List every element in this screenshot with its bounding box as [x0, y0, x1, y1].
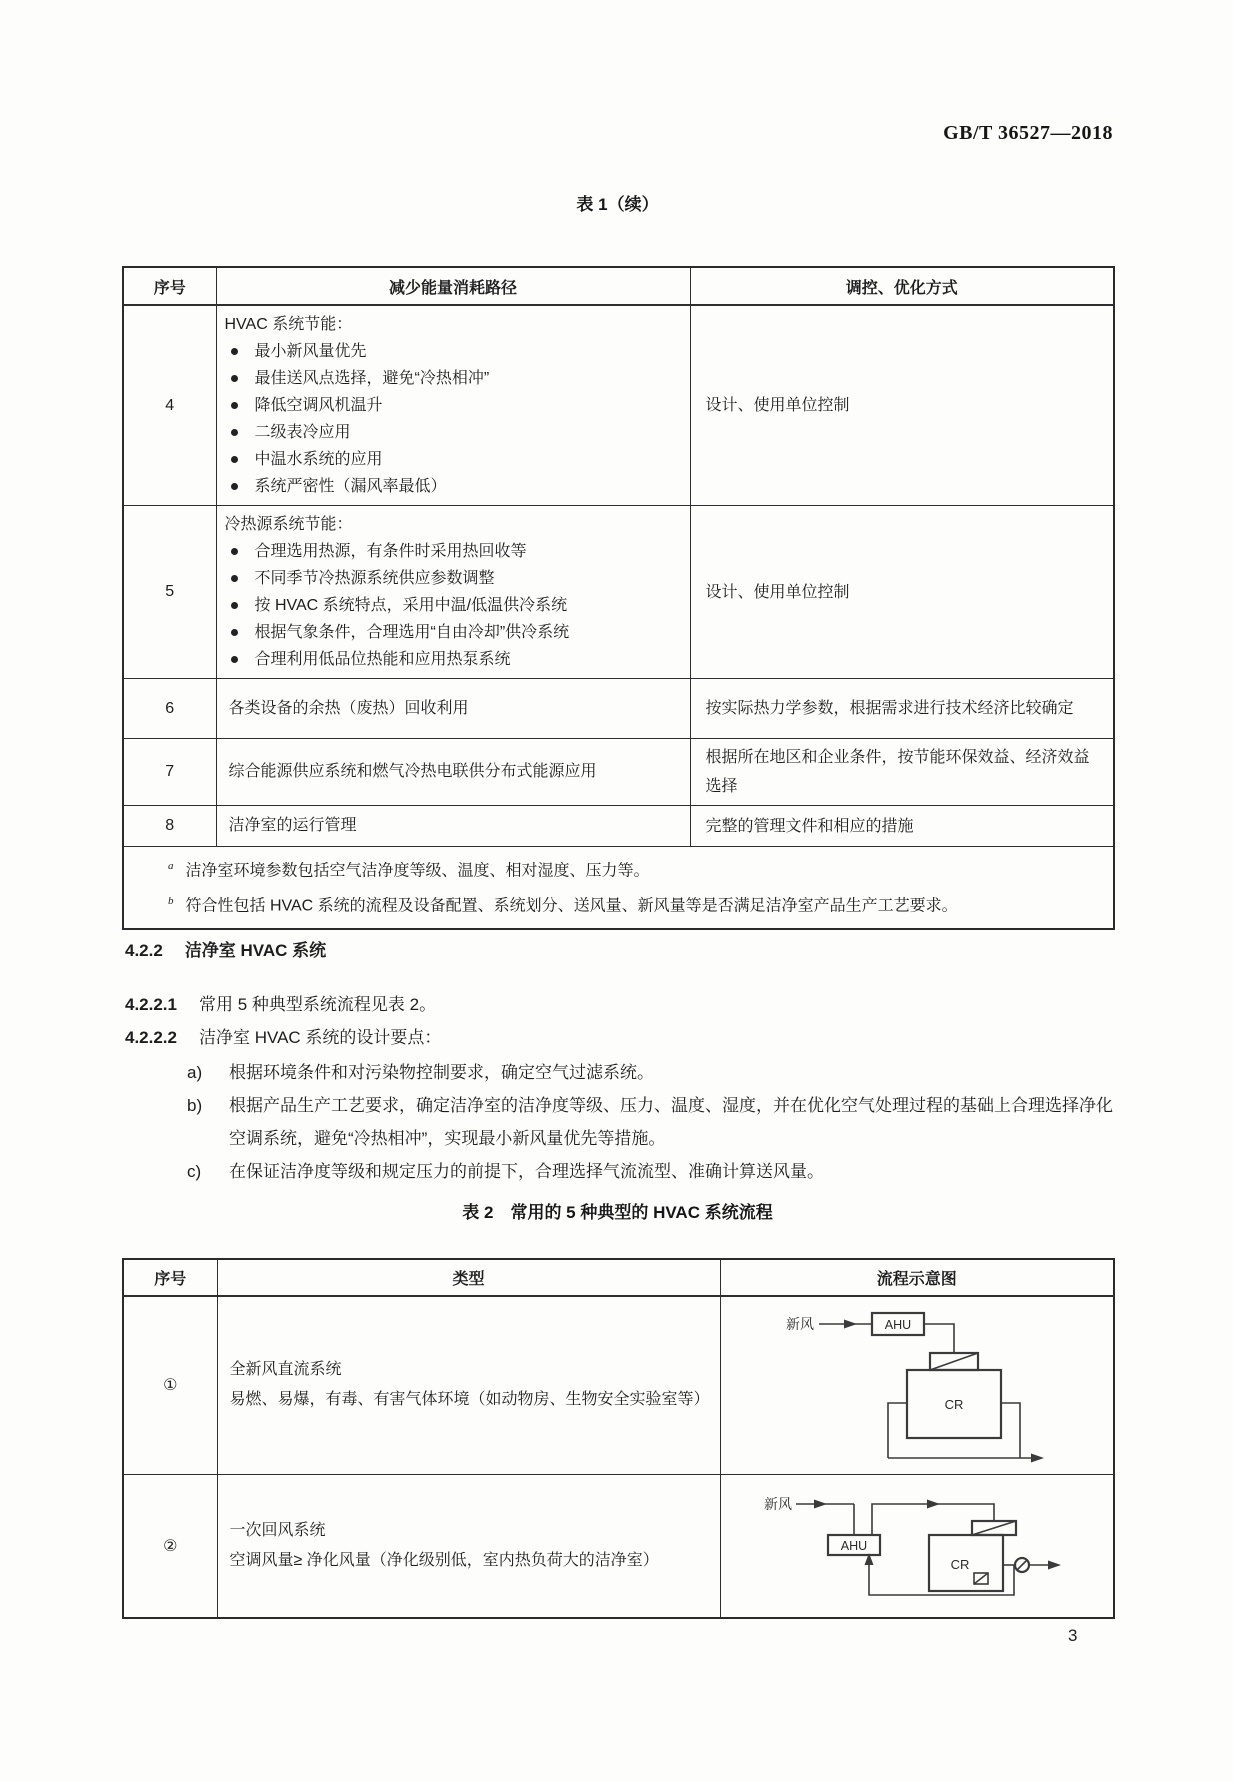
clause-number: 4.2.2 [125, 941, 163, 960]
section-heading-422 [125, 936, 326, 961]
table1-row-7 [123, 739, 1114, 806]
row4-item: 二级表冷应用 [254, 424, 351, 441]
flow-arrow-icon [844, 1320, 857, 1329]
bullet-icon [231, 656, 238, 663]
t2row1-type [217, 1296, 720, 1474]
row8-path: 洁净室的运行管理 [216, 806, 690, 847]
row8-method: 完整的管理文件和相应的措施 [690, 806, 1114, 847]
row4-method: 设计、使用单位控制 [690, 305, 1114, 506]
table1-row-4 [123, 305, 1114, 506]
row4-item: 系统严密性（漏风率最低） [254, 478, 447, 495]
list-item [225, 365, 682, 392]
system-type-name: 全新风直流系统 [229, 1361, 342, 1379]
exhaust-arrow-icon [1048, 1560, 1061, 1569]
list-marker: c) [187, 1162, 202, 1181]
list-item [225, 538, 682, 565]
system-type-desc: 易燃、易爆，有毒、有害气体环境（如动物房、生物安全实验室等） [229, 1391, 710, 1409]
row4-item: 中温水系统的应用 [254, 451, 383, 468]
table1-caption: 表 1（续） [576, 195, 659, 214]
table1-header-row [123, 267, 1114, 305]
row8-no: 8 [123, 806, 216, 847]
row7-path: 综合能源供应系统和燃气冷热电联供分布式能源应用 [216, 739, 690, 806]
page-number: 3 [1068, 1626, 1078, 1645]
bullet-icon [231, 602, 238, 609]
ahu-label: AHU [884, 1318, 911, 1333]
t2row1-diagram-cell [720, 1296, 1114, 1474]
table2-col-no: 序号 [123, 1259, 217, 1296]
row5-item: 合理利用低品位热能和应用热泵系统 [254, 651, 511, 668]
primary-return-air-system-diagram [764, 1495, 1064, 1607]
list-item [225, 446, 682, 473]
full-fresh-air-system-diagram [786, 1311, 1046, 1469]
table2-col-type: 类型 [217, 1259, 720, 1296]
row5-method: 设计、使用单位控制 [690, 506, 1114, 679]
row7-method: 根据所在地区和企业条件，按节能环保效益、经济效益选择 [690, 739, 1114, 806]
row5-item: 按 HVAC 系统特点，采用中温/低温供冷系统 [254, 597, 568, 614]
clause-number: 4.2.2.2 [125, 1028, 177, 1047]
list-text: 在保证洁净度等级和规定压力的前提下，合理选择气流流型、准确计算送风量。 [229, 1162, 824, 1181]
row5-item: 根据气象条件，合理选用“自由冷却”供冷系统 [254, 624, 570, 641]
table1-footnotes-row [123, 847, 1114, 929]
footnote-a [168, 851, 1099, 886]
clause-number: 4.2.2.1 [125, 995, 177, 1014]
row5-no: 5 [123, 506, 216, 679]
list-item [225, 619, 682, 646]
table1-footnotes [123, 847, 1114, 929]
bullet-icon [231, 629, 238, 636]
list-text: 根据环境条件和对污染物控制要求，确定空气过滤系统。 [229, 1063, 654, 1082]
row5-path-title: 冷热源系统节能： [224, 516, 353, 533]
fresh-air-label: 新风 [763, 1495, 792, 1512]
list-item [225, 565, 682, 592]
table1-col-method: 调控、优化方式 [690, 267, 1114, 305]
row4-item: 最佳送风点选择，避免“冷热相冲” [254, 370, 490, 387]
list-text: 根据产品生产工艺要求，确定洁净室的洁净度等级、压力、温度、湿度，并在优化空气处理过程的基础上合理选择净化空调系统，避免“冷热相冲”，实现最小新风量优先等措施。 [229, 1096, 1113, 1148]
cr-label: CR [944, 1397, 963, 1413]
cr-label: CR [950, 1556, 969, 1572]
row6-no: 6 [123, 679, 216, 739]
design-point-c [187, 1155, 1115, 1188]
table2-row-1 [123, 1296, 1114, 1474]
clause-text: 常用 5 种典型系统流程见表 2。 [199, 995, 437, 1014]
row4-item: 降低空调风机温升 [254, 397, 383, 414]
clause-4222 [125, 1023, 441, 1048]
row6-path: 各类设备的余热（废热）回收利用 [216, 679, 690, 739]
table1-row-5 [123, 506, 1114, 679]
footnote-b [168, 886, 1099, 921]
clause-text: 洁净室 HVAC 系统的设计要点： [199, 1028, 442, 1047]
footnote-b-marker: b [168, 895, 174, 908]
exhaust-arrow-icon [1031, 1454, 1044, 1463]
list-item [225, 392, 682, 419]
clause-4221 [125, 990, 436, 1015]
t2row1-no: ① [123, 1296, 217, 1474]
table1-col-path: 减少能量消耗路径 [216, 267, 690, 305]
row4-path-title: HVAC 系统节能： [224, 316, 353, 333]
t2row2-diagram-cell [720, 1474, 1114, 1618]
list-item [225, 338, 682, 365]
table1-row-6 [123, 679, 1114, 739]
table1-col-no: 序号 [123, 267, 216, 305]
footnote-b-text: 符合性包括 HVAC 系统的流程及设备配置、系统划分、送风量、新风量等是否满足洁净室产品生产工艺要求。 [185, 897, 958, 915]
list-item [225, 646, 682, 673]
bullet-icon [231, 456, 238, 463]
design-point-a [187, 1056, 1115, 1089]
row7-no: 7 [123, 739, 216, 806]
standard-number-header: GB/T 36527—2018 [943, 122, 1113, 144]
flow-arrow-icon [927, 1499, 940, 1508]
t2row2-no: ② [123, 1474, 217, 1618]
system-type-desc: 空调风量≥ 净化风量（净化级别低，室内热负荷大的洁净室） [229, 1551, 659, 1569]
table-2 [122, 1258, 1115, 1619]
bullet-icon [231, 548, 238, 555]
footnote-a-marker: a [168, 860, 174, 872]
table2-header-row [123, 1259, 1114, 1296]
flow-arrow-icon [814, 1499, 827, 1508]
row4-item: 最小新风量优先 [254, 343, 367, 360]
clause-title: 洁净室 HVAC 系统 [184, 941, 327, 960]
row5-item: 合理选用热源，有条件时采用热回收等 [254, 543, 527, 560]
list-marker: b) [187, 1096, 203, 1115]
bullet-icon [231, 375, 238, 382]
ahu-label: AHU [840, 1538, 867, 1553]
t2row2-type [217, 1474, 720, 1618]
table2-caption: 表 2 常用的 5 种典型的 HVAC 系统流程 [462, 1203, 773, 1222]
table2-row-2 [123, 1474, 1114, 1618]
table-1 [122, 266, 1115, 930]
row5-path-cell [216, 506, 690, 679]
system-type-name: 一次回风系统 [229, 1521, 326, 1539]
row4-no: 4 [123, 305, 216, 506]
bullet-icon [231, 429, 238, 436]
list-item [225, 592, 682, 619]
design-point-b [187, 1089, 1115, 1155]
list-marker: a) [187, 1063, 203, 1082]
bullet-icon [231, 483, 238, 490]
bullet-icon [231, 402, 238, 409]
table2-col-diagram: 流程示意图 [720, 1259, 1114, 1296]
footnote-a-text: 洁净室环境参数包括空气洁净度等级、温度、相对湿度、压力等。 [185, 862, 650, 880]
fresh-air-label: 新风 [785, 1316, 814, 1333]
row6-method: 按实际热力学参数，根据需求进行技术经济比较确定 [690, 679, 1114, 739]
row5-item: 不同季节冷热源系统供应参数调整 [254, 570, 495, 587]
bullet-icon [231, 348, 238, 355]
bullet-icon [231, 575, 238, 582]
list-item [225, 473, 682, 500]
table1-row-8 [123, 806, 1114, 847]
row4-path-cell [216, 305, 690, 506]
list-item [225, 419, 682, 446]
